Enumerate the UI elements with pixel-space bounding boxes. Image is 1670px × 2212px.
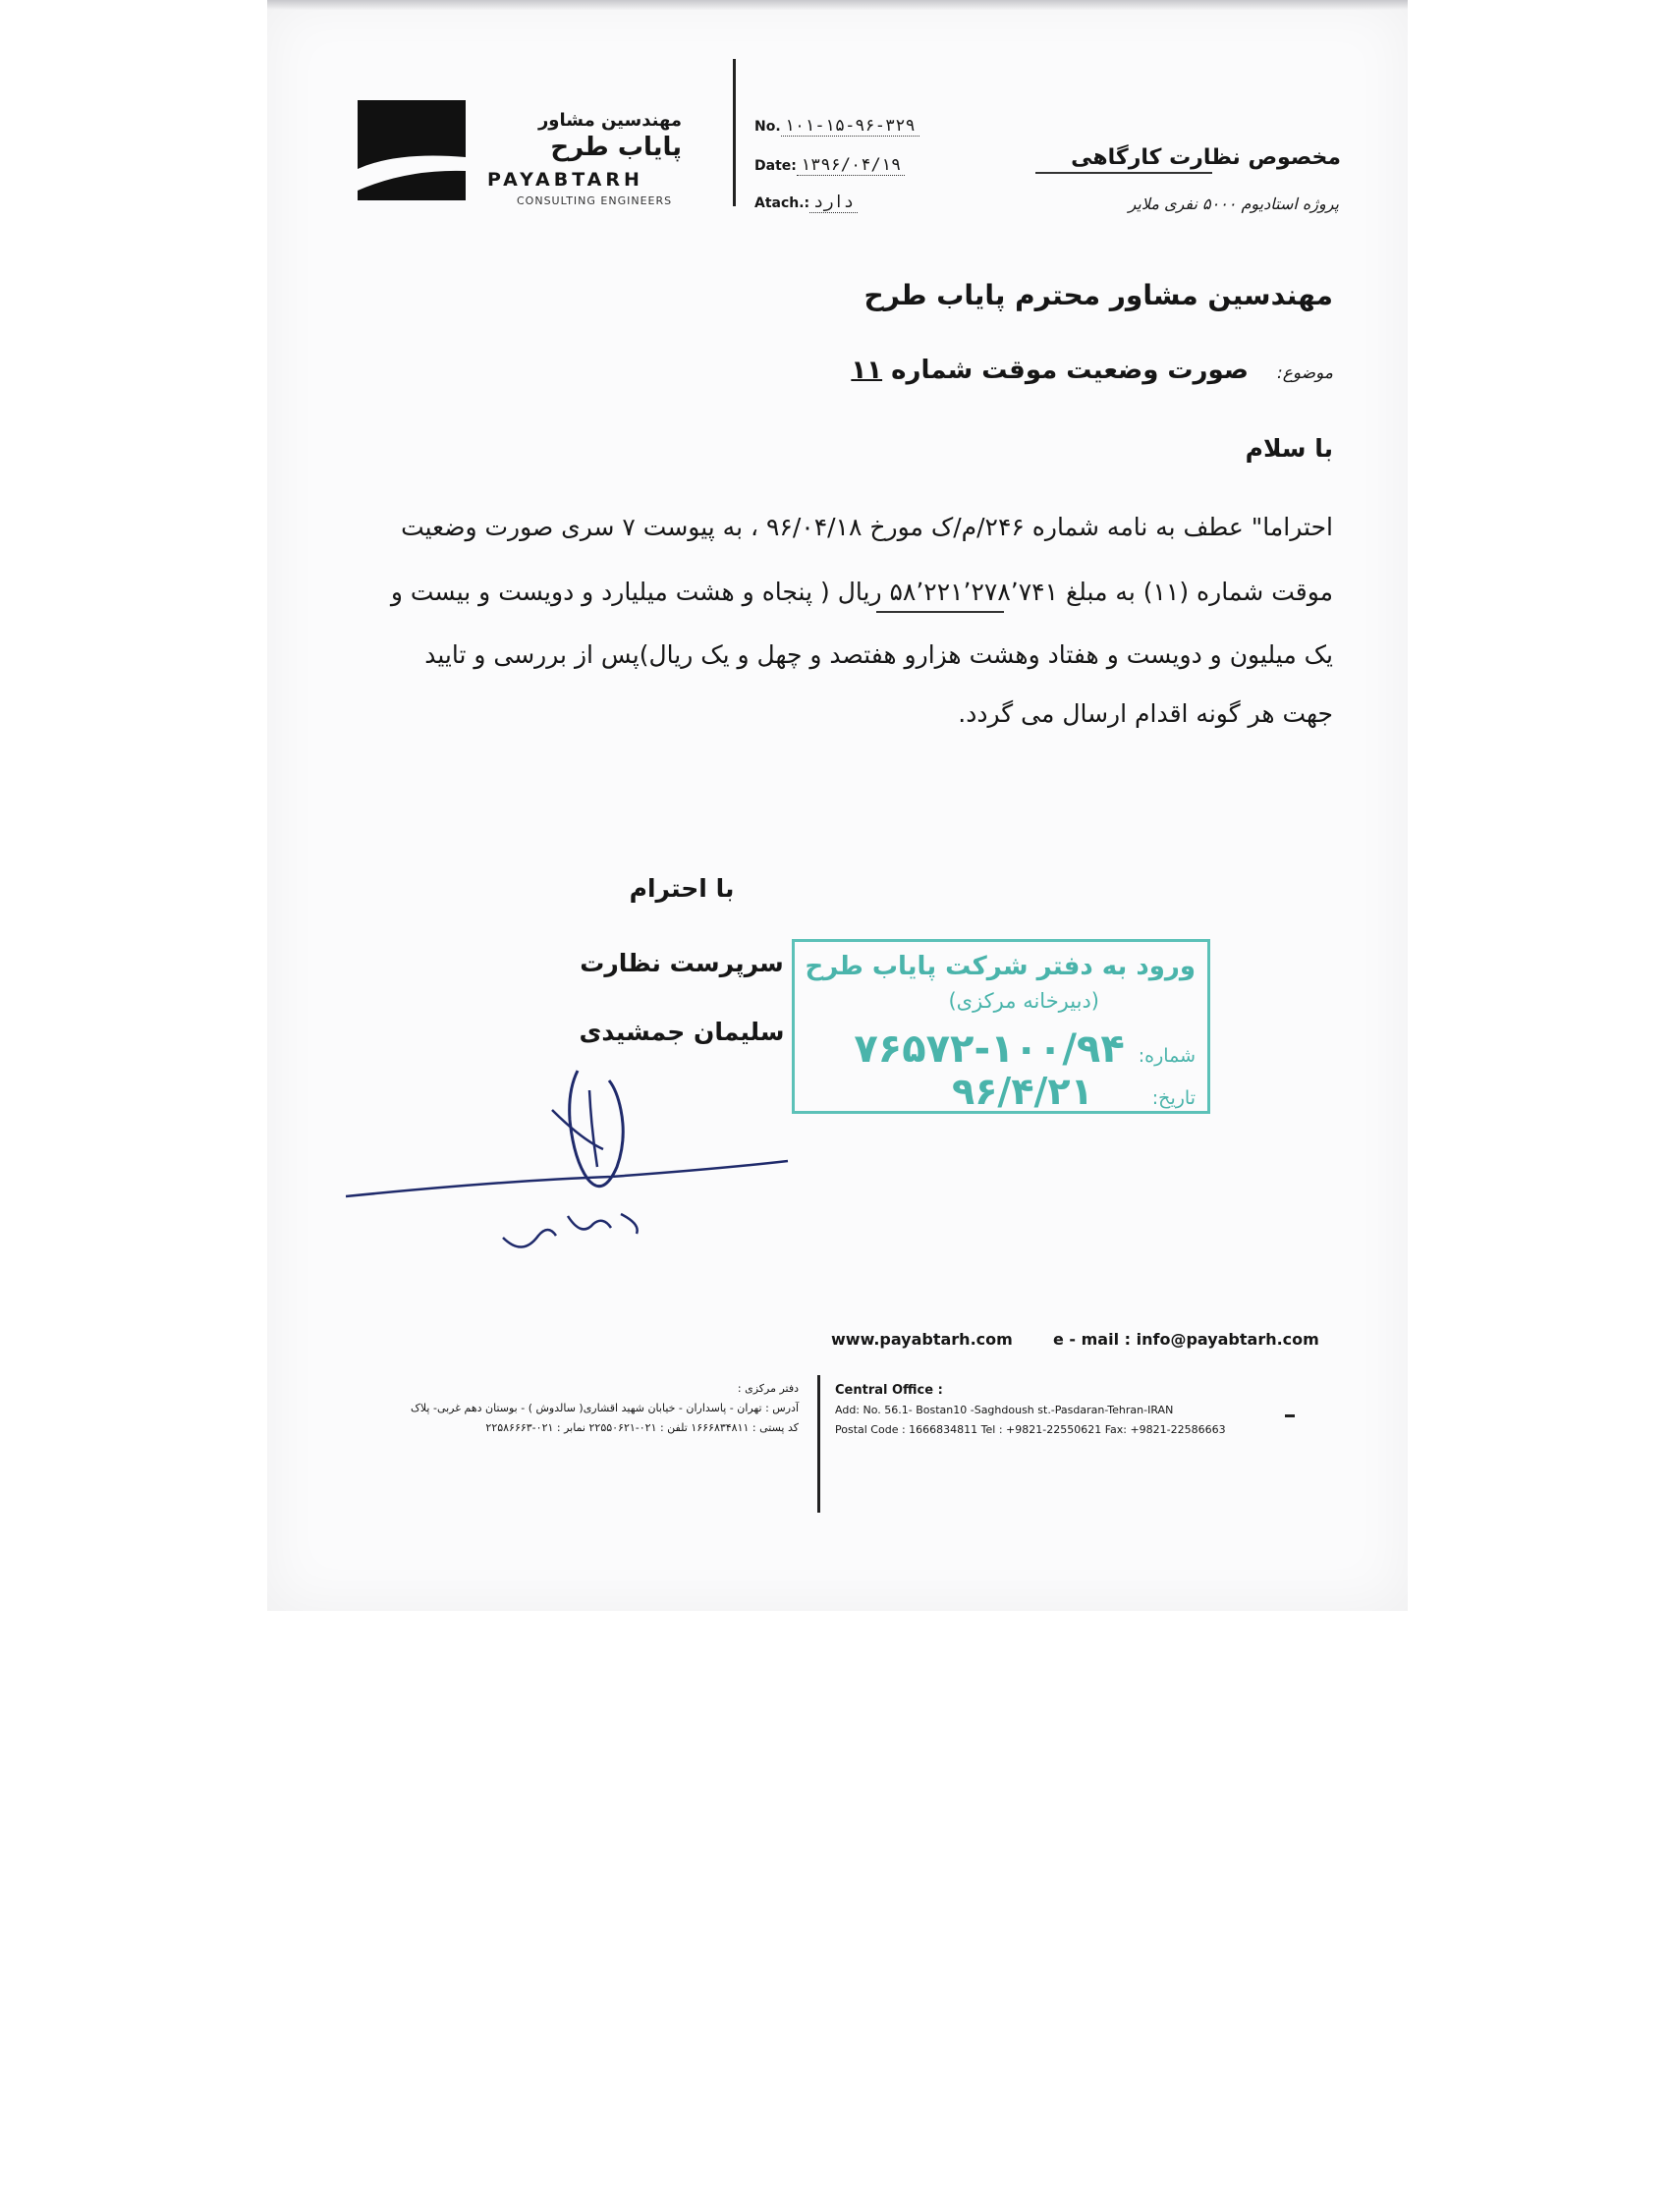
footer-fa-address: آدرس : تهران - پاسداران - خیابان شهید اقشاری( سالدوش ) - بوستان دهم غربی- پلاک — [411, 1402, 799, 1414]
stamp-date-value: ۹۶/۴/۲۱ — [952, 1070, 1093, 1113]
logo-english-name: PAYABTARH — [487, 169, 643, 191]
handwritten-signature — [346, 1051, 798, 1267]
attach-label: Atach.: — [754, 195, 810, 211]
project-name: پروژه استادیوم ۵۰۰۰ نفری ملایر — [1128, 194, 1339, 213]
footer-divider — [817, 1375, 820, 1513]
logo-big-text: پایاب طرح — [550, 133, 682, 162]
footer-fa-title: دفتر مرکزی : — [737, 1382, 799, 1395]
closing-regards: با احترام — [629, 874, 735, 903]
footer-fa-postal: کد پستی : ۱۶۶۶۸۳۴۸۱۱ تلفن : ۰۲۱-۲۲۵۵۰۶۲۱ نمابر : ۰۲۱-۲۲۵۸۶۶۶۳ — [485, 1421, 799, 1434]
footer-postal-phone: Postal Code : 1666834811 Tel : +9821-22550621 Fax: +9821-22586663 — [835, 1423, 1226, 1436]
signer-name: سلیمان جمشیدی — [579, 1018, 785, 1046]
footer-email: e - mail : info@payabtarh.com — [1053, 1330, 1319, 1349]
letter-attach-row — [754, 193, 858, 212]
footer-office-title: Central Office : — [835, 1383, 943, 1398]
amount-underline — [876, 611, 1004, 613]
attach-value: دارد — [809, 193, 858, 213]
letter-date-row — [754, 155, 905, 175]
stamp-number-value: ۱۰۰/۹۴-۷۶۵۷۲ — [854, 1026, 1125, 1072]
stamp-number-label: شماره: — [1138, 1045, 1196, 1067]
subject-text: صورت وضعیت موقت شماره — [891, 356, 1249, 385]
body-line-4: جهت هر گونه اقدام ارسال می گردد. — [958, 699, 1333, 728]
stamp-number-row — [854, 1026, 1196, 1072]
subject-line — [851, 356, 1333, 385]
stamp-title: ورود به دفتر شرکت پایاب طرح — [805, 952, 1196, 981]
footer-persian-address — [411, 1379, 799, 1438]
subject-number: ۱۱ — [851, 356, 883, 385]
number-label: No. — [754, 119, 781, 135]
date-value: ۱۳۹۶/۰۴/۱۹ — [797, 155, 905, 176]
logo-persian-name — [503, 110, 682, 162]
body-line-3: یک میلیون و دویست و هفتاد وهشت هزارو هفتصد و چهل و یک ریال)پس از بررسی و تایید — [424, 640, 1333, 669]
footer-english-address — [835, 1381, 1226, 1440]
body-line-1: احتراما" عطف به نامه شماره ۲۴۶/م/ک مورخ ۹۶/۰۴/۱۸ ، به پیوست ۷ سری صورت وضعیت — [401, 513, 1333, 541]
footer-address: Add: No. 56.1- Bostan10 -Saghdoush st.-Pasdaran-Tehran-IRAN — [835, 1404, 1174, 1416]
supervision-title: مخصوص نظارت کارگاهی — [1071, 145, 1341, 170]
logo-tagline: CONSULTING ENGINEERS — [517, 194, 673, 207]
recipient: مهندسین مشاور محترم پایاب طرح — [863, 279, 1333, 311]
logo-small-text: مهندسین مشاور — [537, 110, 682, 131]
footer-website: www.payabtarh.com — [831, 1330, 1013, 1349]
receipt-stamp — [792, 939, 1210, 1114]
header-divider — [733, 59, 736, 206]
payabtarh-logo-icon — [358, 100, 466, 200]
stamp-subtitle: (دبیرخانه مرکزی) — [948, 989, 1099, 1013]
stamp-date-label: تاریخ: — [1151, 1087, 1196, 1109]
subject-label: موضوع: — [1277, 363, 1333, 383]
number-value: ۱۰۱-۱۵-۹۶-۳۲۹ — [781, 116, 919, 137]
date-label: Date: — [754, 158, 797, 174]
letter-sheet — [267, 0, 1408, 1611]
stamp-date-row — [952, 1070, 1196, 1113]
signer-title: سرپرست نظارت — [580, 949, 784, 977]
body-line-2: موقت شماره (۱۱) به مبلغ ۵۸٬۲۲۱٬۲۷۸٬۷۴۱ ریال ( پنجاه و هشت میلیارد و دویست و بیست و — [390, 578, 1333, 606]
supervision-underline — [1035, 172, 1212, 174]
greeting: با سلام — [1245, 434, 1333, 463]
footer-dash — [1285, 1414, 1295, 1417]
letter-number-row — [754, 116, 919, 136]
